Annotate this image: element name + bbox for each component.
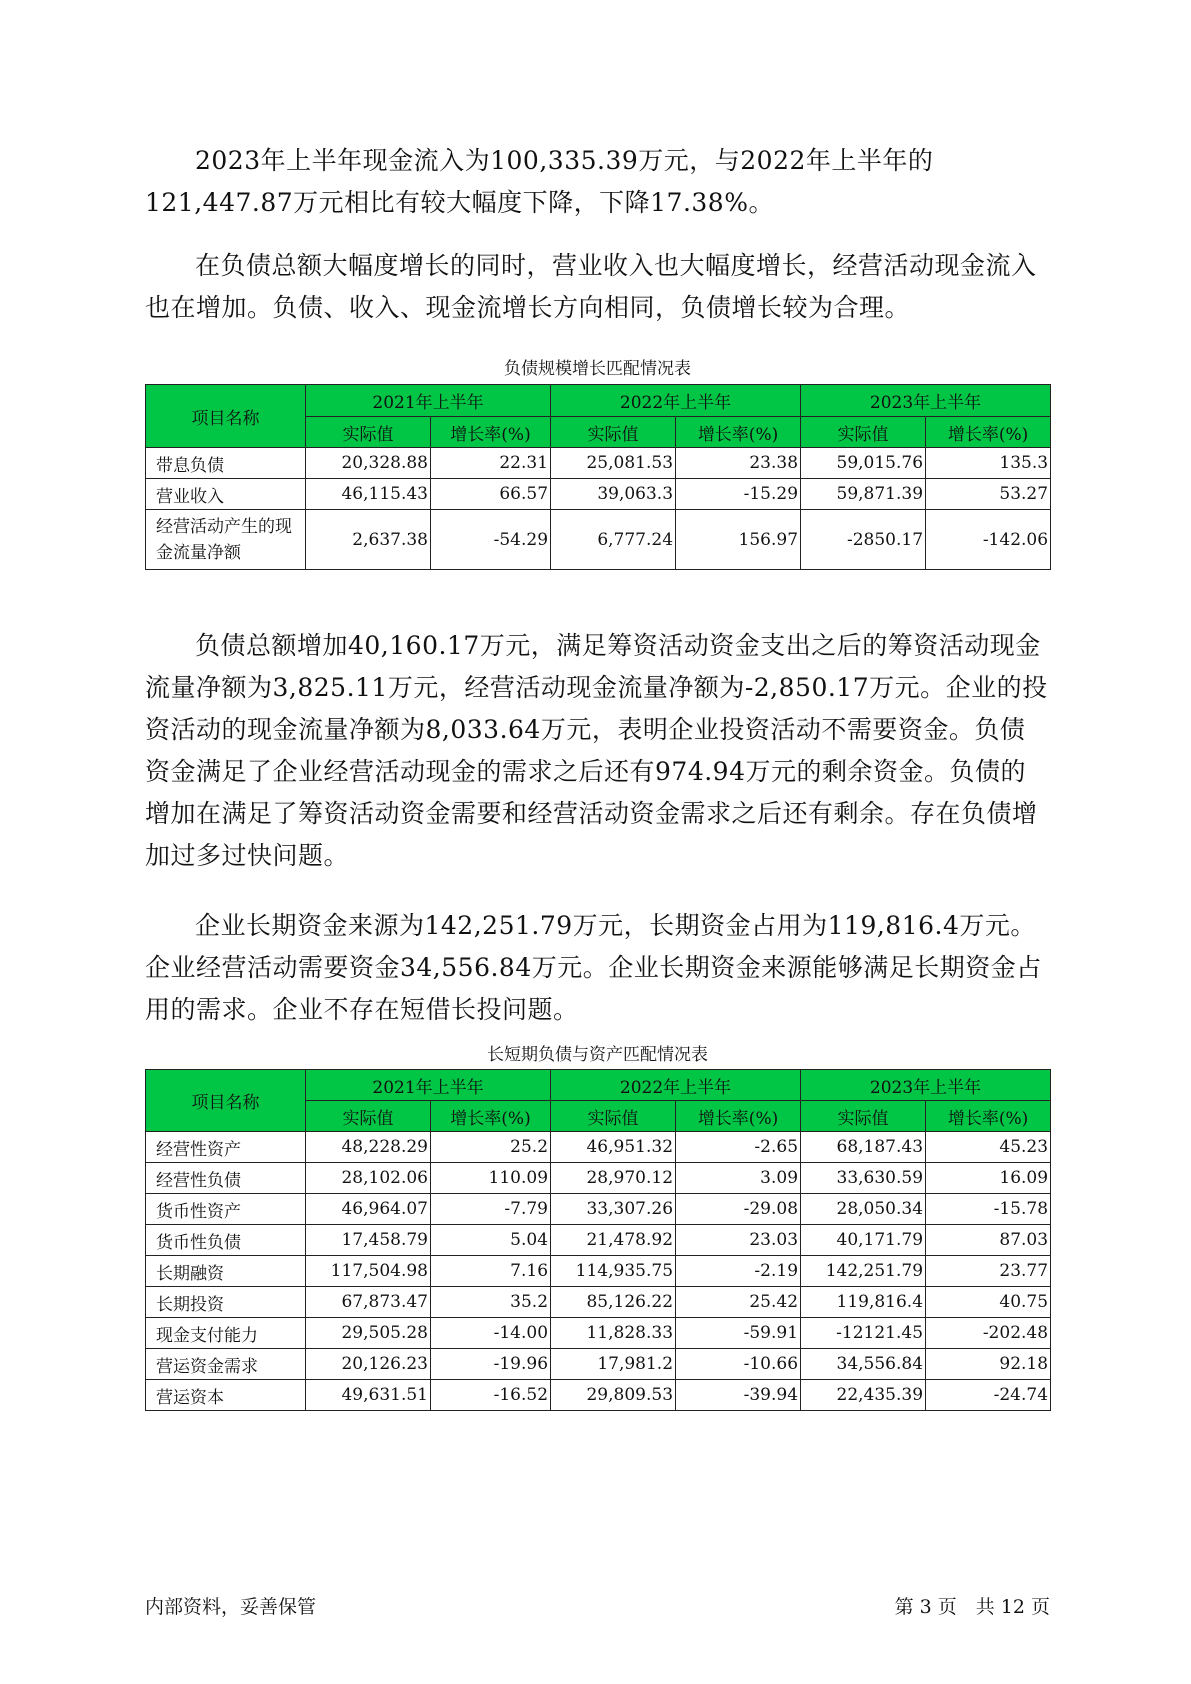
cell-value: -2.65 [676,1132,801,1163]
table-row [146,1380,1051,1411]
table2-caption: 长短期负债与资产匹配情况表 [487,1045,708,1065]
cell-value: 49,631.51 [306,1380,431,1411]
cell-value: 29,505.28 [306,1318,431,1349]
cell-value: -16.52 [431,1380,551,1411]
cell-value: -15.78 [926,1194,1051,1225]
table-row [146,1349,1051,1380]
cell-value: 117,504.98 [306,1256,431,1287]
cell-value: 87.03 [926,1225,1051,1256]
cell-value: -24.74 [926,1380,1051,1411]
row-name: 长期投资 [146,1287,306,1318]
cell-value: 3.09 [676,1163,801,1194]
cell-value: 16.09 [926,1163,1051,1194]
header-actual: 实际值 [551,417,676,448]
cell-value: 110.09 [431,1163,551,1194]
table-row [146,1287,1051,1318]
cell-value: 67,873.47 [306,1287,431,1318]
table-long-short-match [145,1069,1051,1411]
cell-value: 11,828.33 [551,1318,676,1349]
cell-value: -7.79 [431,1194,551,1225]
paragraph-liability-total: 负债总额增加40,160.17万元，满足筹资活动资金支出之后的筹资活动现金流量净额为3,825.11万元，经营活动现金流量净额为-2,850.17万元。企业的投资活动的现金流量净额为8,033.64万元，表明企业投资活动不需要资金。负债资金满足了企业经营活动现金的需求之后还有974.94万元的剩余资金。负债的增加在满足了筹资活动资金需要和经营活动资金需求之后还有剩余。存在负债增加过多过快问题。 [145,631,1048,870]
row-name: 营运资金需求 [146,1349,306,1380]
header-actual: 实际值 [801,417,926,448]
cell-value: 92.18 [926,1349,1051,1380]
header-period: 2023年上半年 [801,385,1051,417]
header-growth: 增长率(%) [431,417,551,448]
cell-value: -19.96 [431,1349,551,1380]
header-growth: 增长率(%) [676,1101,801,1132]
table1-caption: 负债规模增长匹配情况表 [504,359,691,379]
cell-value: 39,063.3 [551,479,676,510]
table-row [146,1318,1051,1349]
table-row [146,1225,1051,1256]
cell-value: 46,115.43 [306,479,431,510]
cell-value: -14.00 [431,1318,551,1349]
cell-value: -10.66 [676,1349,801,1380]
cell-value: 114,935.75 [551,1256,676,1287]
cell-value: -142.06 [926,510,1051,570]
row-name: 营运资本 [146,1380,306,1411]
cell-value: 22.31 [431,448,551,479]
cell-value: 5.04 [431,1225,551,1256]
cell-value: 20,328.88 [306,448,431,479]
paragraph-liability-growth: 在负债总额大幅度增长的同时，营业收入也大幅度增长，经营活动现金流入也在增加。负债、收入、现金流增长方向相同，负债增长较为合理。 [145,251,1037,322]
header-growth: 增长率(%) [431,1101,551,1132]
cell-value: 53.27 [926,479,1051,510]
table-row [146,1163,1051,1194]
cell-value: 28,970.12 [551,1163,676,1194]
row-name: 经营性资产 [146,1132,306,1163]
table-row [146,1256,1051,1287]
cell-value: 20,126.23 [306,1349,431,1380]
header-period: 2022年上半年 [551,385,801,417]
cell-value: 23.03 [676,1225,801,1256]
cell-value: 35.2 [431,1287,551,1318]
header-growth: 增长率(%) [926,1101,1051,1132]
cell-value: 40.75 [926,1287,1051,1318]
row-name: 经营性负债 [146,1163,306,1194]
header-period: 2022年上半年 [551,1070,801,1101]
cell-value: -29.08 [676,1194,801,1225]
cell-value: 22,435.39 [801,1380,926,1411]
cell-value: 29,809.53 [551,1380,676,1411]
header-item-name: 项目名称 [146,385,306,448]
cell-value: 25,081.53 [551,448,676,479]
cell-value: -15.29 [676,479,801,510]
row-name: 带息负债 [146,448,306,479]
cell-value: 33,630.59 [801,1163,926,1194]
cell-value: 85,126.22 [551,1287,676,1318]
cell-value: 45.23 [926,1132,1051,1163]
header-actual: 实际值 [801,1101,926,1132]
cell-value: -12121.45 [801,1318,926,1349]
cell-value: 59,871.39 [801,479,926,510]
header-period: 2023年上半年 [801,1070,1051,1101]
table-row [146,448,1051,479]
cell-value: 21,478.92 [551,1225,676,1256]
header-period: 2021年上半年 [306,385,551,417]
row-name: 营业收入 [146,479,306,510]
header-growth: 增长率(%) [926,417,1051,448]
table-row [146,1132,1051,1163]
cell-value: 66.57 [431,479,551,510]
table-row [146,1194,1051,1225]
cell-value: 17,981.2 [551,1349,676,1380]
cell-value: 48,228.29 [306,1132,431,1163]
footer-confidential: 内部资料，妥善保管 [145,1596,317,1618]
cell-value: -202.48 [926,1318,1051,1349]
cell-value: 7.16 [431,1256,551,1287]
cell-value: 33,307.26 [551,1194,676,1225]
cell-value: 2,637.38 [306,510,431,570]
cell-value: 25.2 [431,1132,551,1163]
cell-value: 46,964.07 [306,1194,431,1225]
cell-value: 34,556.84 [801,1349,926,1380]
table-row [146,510,1051,570]
row-name: 长期融资 [146,1256,306,1287]
header-growth: 增长率(%) [676,417,801,448]
cell-value: 6,777.24 [551,510,676,570]
cell-value: 46,951.32 [551,1132,676,1163]
cell-value: -39.94 [676,1380,801,1411]
cell-value: 23.38 [676,448,801,479]
cell-value: 68,187.43 [801,1132,926,1163]
header-item-name: 项目名称 [146,1070,306,1132]
cell-value: 135.3 [926,448,1051,479]
table-row [146,479,1051,510]
cell-value: 59,015.76 [801,448,926,479]
header-actual: 实际值 [551,1101,676,1132]
row-name: 现金支付能力 [146,1318,306,1349]
header-period: 2021年上半年 [306,1070,551,1101]
cell-value: 25.42 [676,1287,801,1318]
cell-value: 156.97 [676,510,801,570]
table-liability-scale [145,384,1051,570]
footer-page-number: 第 3 页 共 12 页 [894,1596,1050,1618]
cell-value: 40,171.79 [801,1225,926,1256]
cell-value: -59.91 [676,1318,801,1349]
paragraph-long-term-funds: 企业长期资金来源为142,251.79万元，长期资金占用为119,816.4万元。企业经营活动需要资金34,556.84万元。企业长期资金来源能够满足长期资金占用的需求。企业不存在短借长投问题。 [145,911,1042,1024]
cell-value: 23.77 [926,1256,1051,1287]
cell-value: -2.19 [676,1256,801,1287]
cell-value: 28,050.34 [801,1194,926,1225]
cell-value: -2850.17 [801,510,926,570]
cell-value: 28,102.06 [306,1163,431,1194]
row-name: 经营活动产生的现金流量净额 [146,510,306,570]
row-name: 货币性负债 [146,1225,306,1256]
paragraph-cash-inflow: 2023年上半年现金流入为100,335.39万元，与2022年上半年的121,447.87万元相比有较大幅度下降，下降17.38%。 [145,146,934,217]
cell-value: 119,816.4 [801,1287,926,1318]
row-name: 货币性资产 [146,1194,306,1225]
cell-value: -54.29 [431,510,551,570]
header-actual: 实际值 [306,417,431,448]
cell-value: 17,458.79 [306,1225,431,1256]
cell-value: 142,251.79 [801,1256,926,1287]
header-actual: 实际值 [306,1101,431,1132]
